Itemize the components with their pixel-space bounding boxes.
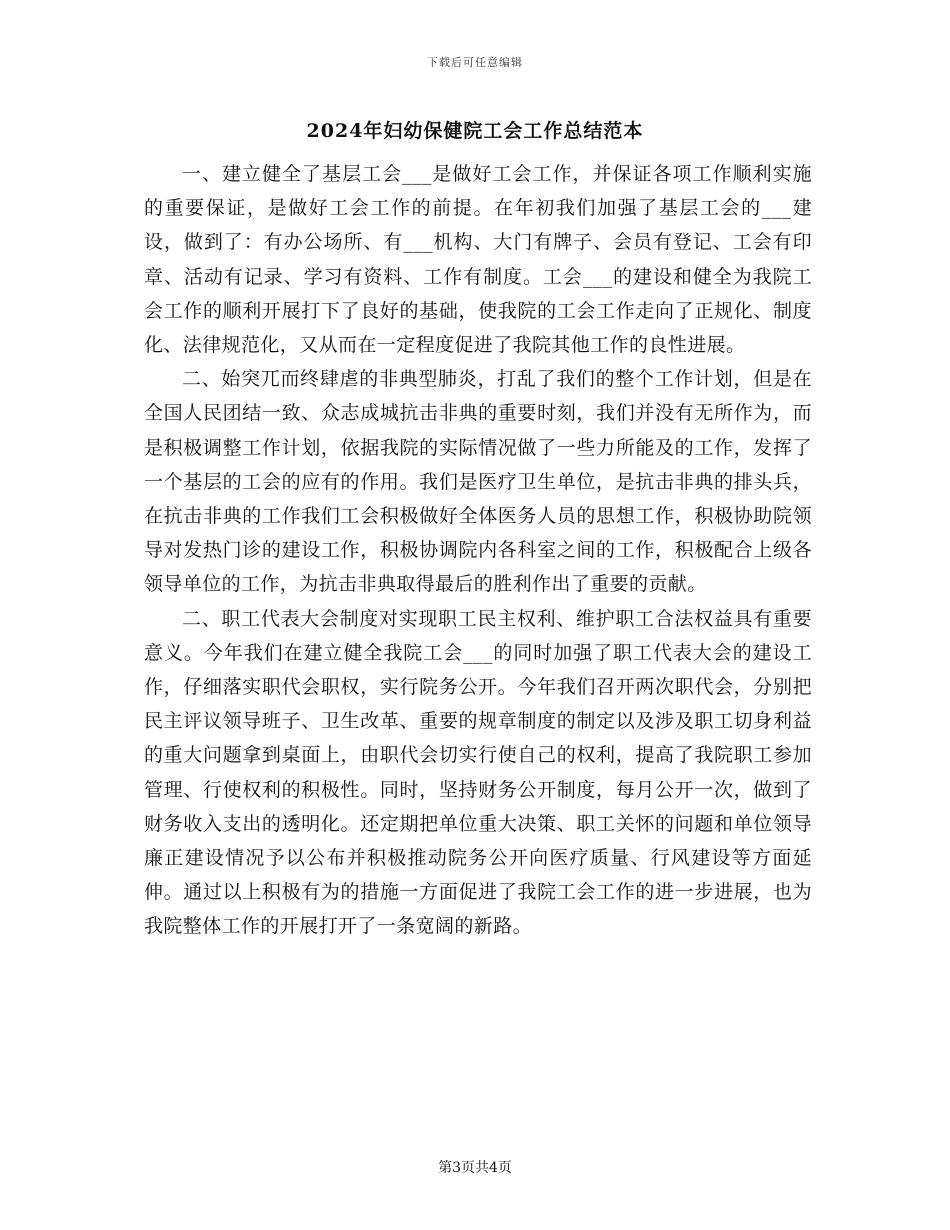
document-body	[144, 157, 812, 944]
header-note: 下载后可任意编辑	[427, 56, 523, 69]
page-footer: 第3页共4页	[438, 1160, 512, 1176]
paragraph-2: 二、始突兀而终肆虐的非典型肺炎，打乱了我们的整个工作计划，但是在全国人民团结一致、众志成城抗击非典的重要时刻，我们并没有无所作为，而是积极调整工作计划，依据我院的实际情况做了一些力所能及的工作，发挥了一个基层的工会的应有的作用。我们是医疗卫生单位，是抗击非典的排头兵，在抗击非典的工作我们工会积极做好全体医务人员的思想工作，积极协助院领导对发热门诊的建设工作，积极协调院内各科室之间的工作，积极配合上级各领导单位的工作，为抗击非典取得最后的胜利作出了重要的贡献。	[144, 368, 812, 596]
document-title: 2024年妇幼保健院工会工作总结范本	[306, 120, 644, 142]
paragraph-3: 二、职工代表大会制度对实现职工民主权利、维护职工合法权益具有重要意义。今年我们在建立健全我院工会___的同时加强了职工代表大会的建设工作，仔细落实职代会职权，实行院务公开。今年我们召开两次职代会，分别把民主评议领导班子、卫生改革、重要的规章制度的制定以及涉及职工切身利益的重大问题拿到桌面上，由职代会切实行使自己的权利，提高了我院职工参加管理、行使权利的积极性。同时，坚持财务公开制度，每月公开一次，做到了财务收入支出的透明化。还定期把单位重大决策、职工关怀的问题和单位领导廉正建设情况予以公布并积极推动院务公开向医疗质量、行风建设等方面延伸。通过以上积极有为的措施一方面促进了我院工会工作的进一步进展，也为我院整体工作的开展打开了一条宽阔的新路。	[144, 607, 812, 938]
paragraph-1: 一、建立健全了基层工会___是做好工会工作，并保证各项工作顺利实施的重要保证，是做好工会工作的前提。在年初我们加强了基层工会的___建设，做到了：有办公场所、有___机构、大门有牌子、会员有登记、工会有印章、活动有记录、学习有资料、工作有制度。工会___的建设和健全为我院工会工作的顺利开展打下了良好的基础，使我院的工会工作走向了正规化、制度化、法律规范化，又从而在一定程度促进了我院其他工作的良性进展。	[144, 163, 812, 357]
